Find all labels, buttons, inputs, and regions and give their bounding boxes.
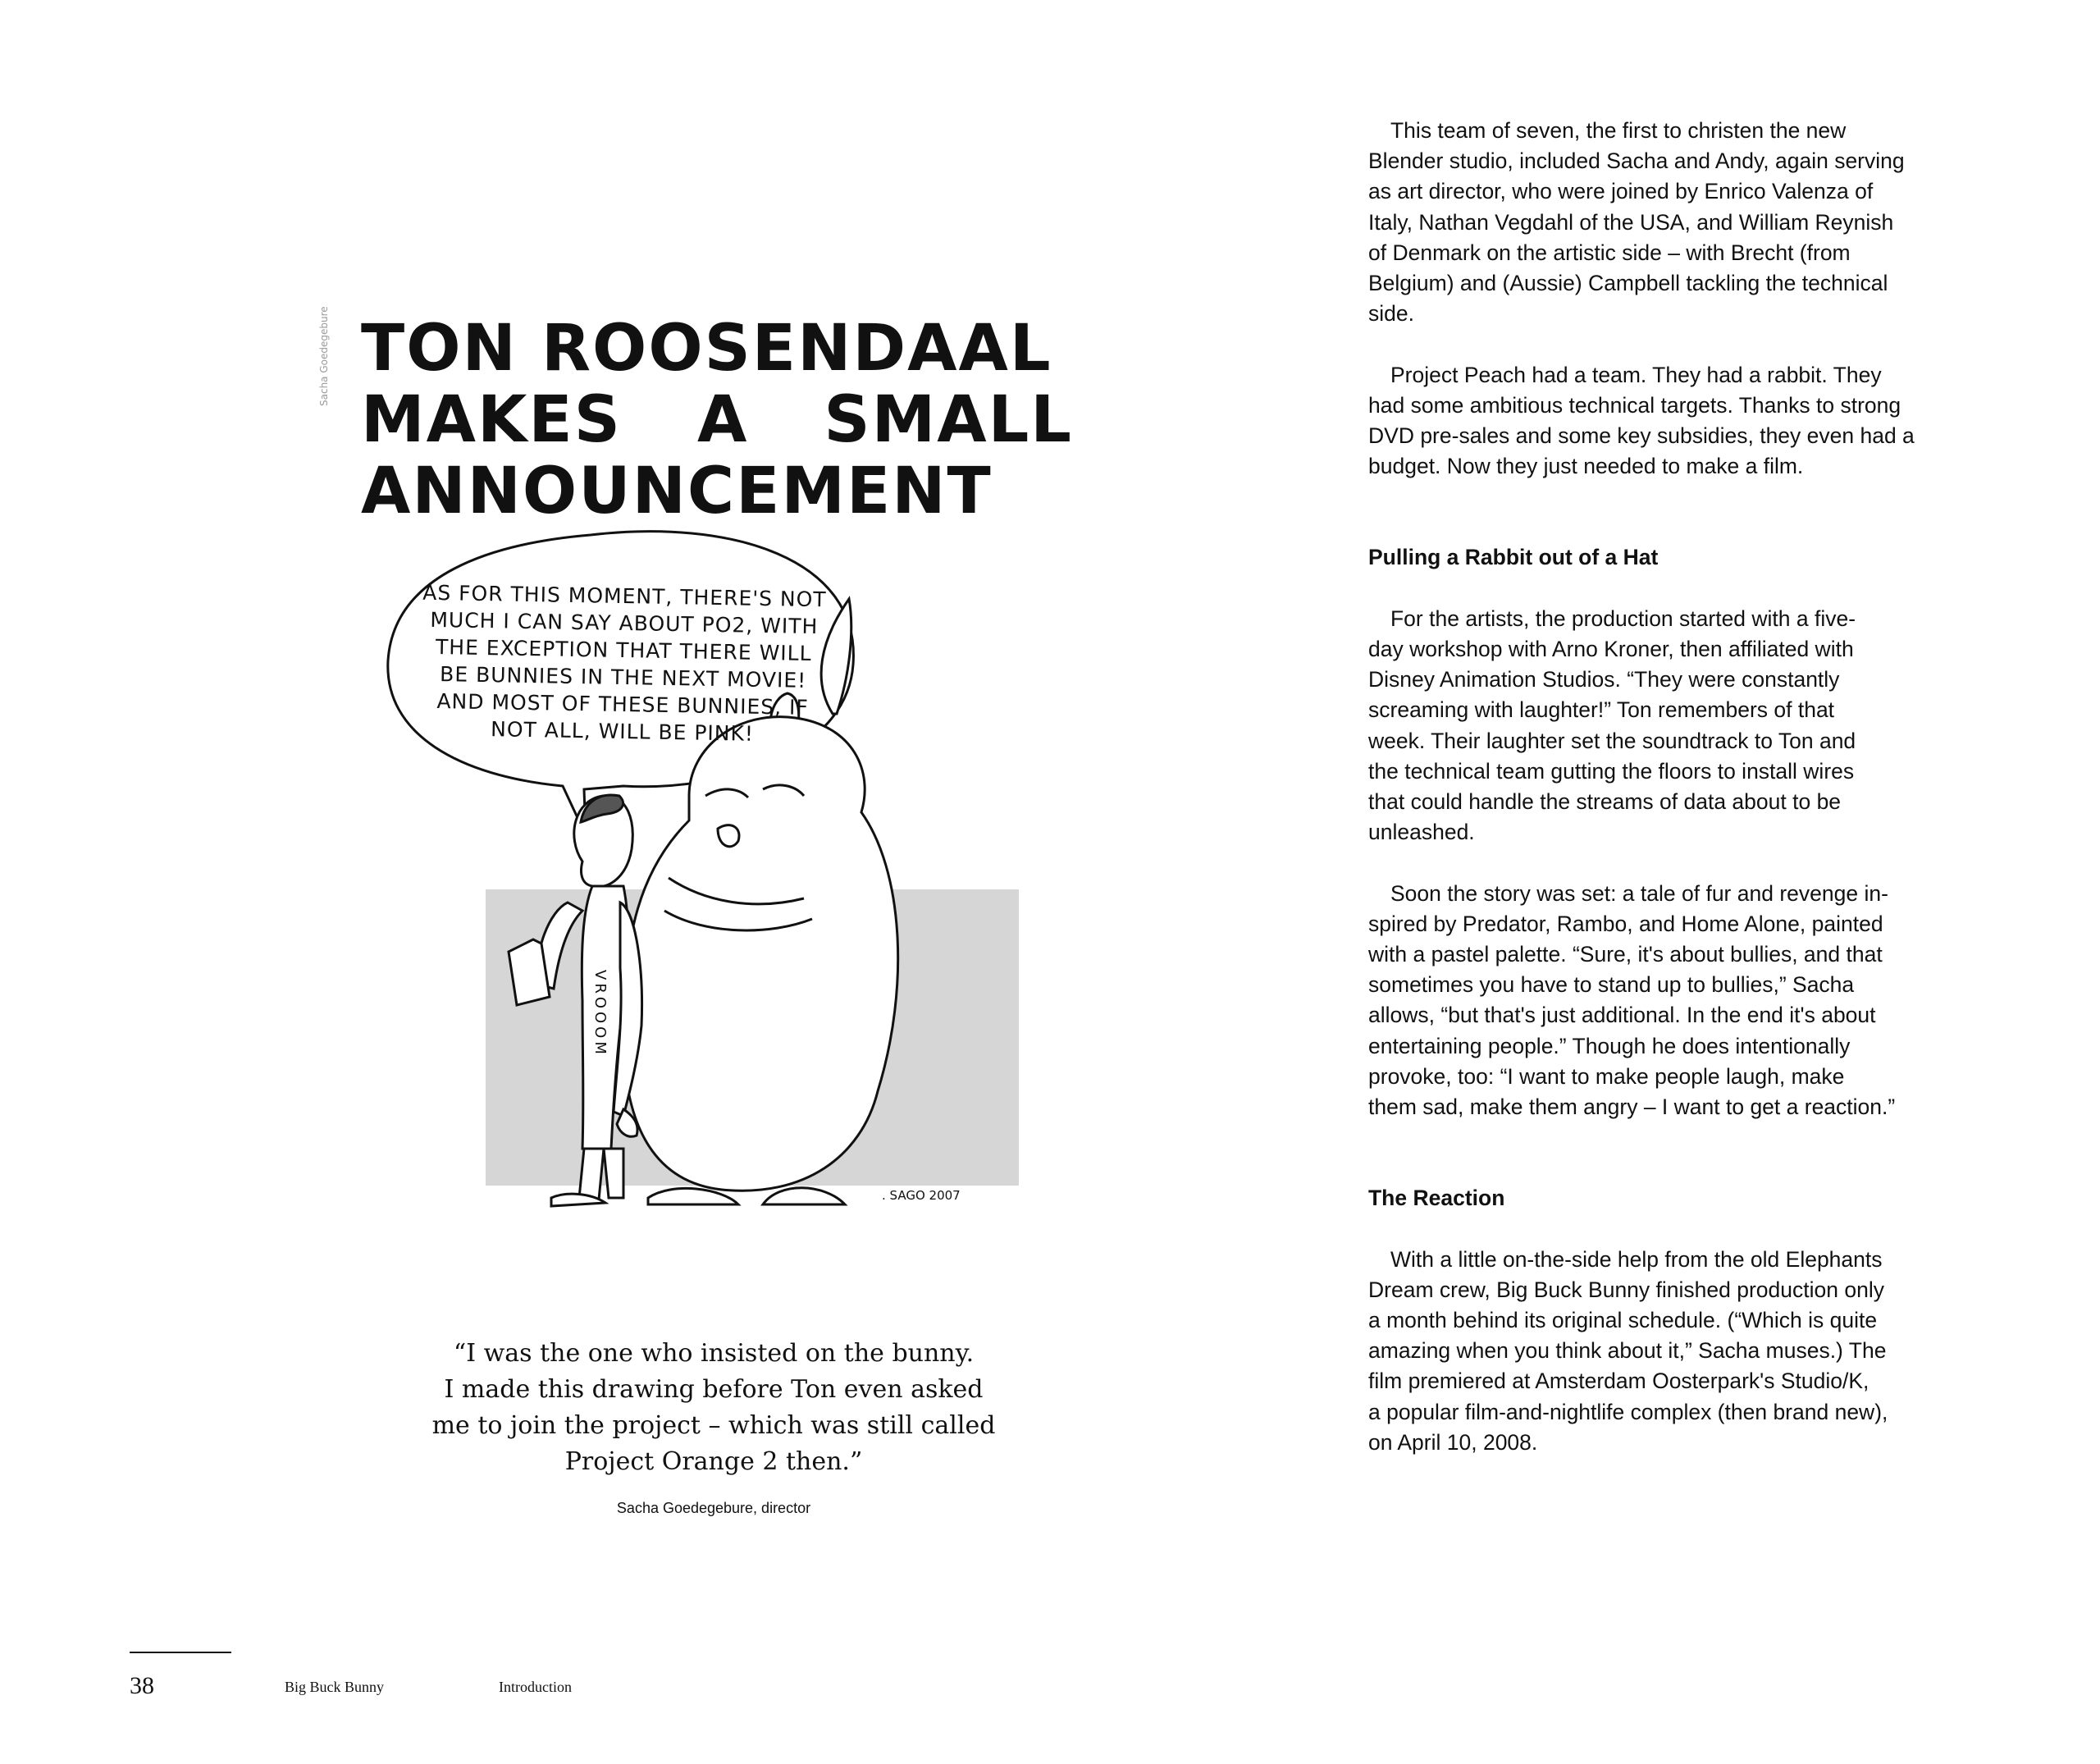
speech-line: MUCH I CAN SAY ABOUT PO2, WITH xyxy=(430,607,819,639)
paragraph-2 xyxy=(1368,360,1942,482)
text-line: amazing when you think about it,” Sacha muses.) The xyxy=(1368,1338,1887,1364)
text-line: side. xyxy=(1368,301,1414,327)
headline-word: A xyxy=(696,383,749,457)
speech-line: NOT ALL, WILL BE PINK! xyxy=(490,717,755,746)
text-line: sometimes you have to stand up to bullies,” Sacha xyxy=(1368,972,1855,998)
text-line: film premiered at Amsterdam Oosterpark's Studio/K, xyxy=(1368,1369,1869,1394)
speech-line: THE EXCEPTION THAT THERE WILL xyxy=(435,635,812,666)
text-line: provoke, too: “I want to make people laugh, make xyxy=(1368,1063,1845,1089)
text-line: had some ambitious technical targets. Thanks to strong xyxy=(1368,392,1901,418)
quote-line: me to join the project – which was still called xyxy=(431,1411,996,1440)
text-line: day workshop with Arno Kroner, then affiliated with xyxy=(1368,637,1854,662)
text-line: Italy, Nathan Vegdahl of the USA, and William Reynish xyxy=(1368,209,1894,235)
text-line: With a little on-the-side help from the old Elephants xyxy=(1390,1246,1883,1272)
quote-line: I made this drawing before Ton even asked xyxy=(444,1375,984,1404)
headline-line-1: TON ROOSENDAAL xyxy=(361,312,1052,386)
paragraph-3 xyxy=(1368,604,1942,848)
text-line: Belgium) and (Aussie) Campbell tackling the technical xyxy=(1368,271,1888,296)
text-line: of Denmark on the artistic side – with Brecht (from xyxy=(1368,240,1851,265)
text-line: Soon the story was set: a tale of fur and revenge in- xyxy=(1390,880,1888,906)
text-line: Project Peach had a team. They had a rabbit. They xyxy=(1390,362,1882,387)
section-heading-pulling-a-rabbit: Pulling a Rabbit out of a Hat xyxy=(1368,545,1659,570)
paragraph-5 xyxy=(1368,1245,1942,1458)
headline-word: MAKES xyxy=(361,383,622,457)
article-column xyxy=(1368,116,1942,1458)
text-line: Blender studio, included Sacha and Andy, again serving xyxy=(1368,149,1905,174)
artist-signature: . SAGO 2007 xyxy=(882,1188,961,1203)
headline-line-2 xyxy=(361,385,1073,456)
text-line: DVD pre-sales and some key subsidies, they even had a xyxy=(1368,423,1915,449)
text-line: spired by Predator, Rambo, and Home Alone, painted xyxy=(1368,911,1883,936)
quote-line: “I was the one who insisted on the bunny. xyxy=(453,1339,975,1368)
text-line: on April 10, 2008. xyxy=(1368,1429,1538,1455)
paragraph-4 xyxy=(1368,879,1942,1123)
page-number: 38 xyxy=(130,1672,154,1699)
text-line: entertaining people.” Though he does intentionally xyxy=(1368,1033,1851,1058)
text-line: Disney Animation Studios. “They were constantly xyxy=(1368,667,1840,692)
headline-word: SMALL xyxy=(824,383,1073,457)
paragraph-1 xyxy=(1368,116,1942,329)
quote-line: Project Orange 2 then.” xyxy=(564,1447,863,1476)
sleeve-text: VROOOM xyxy=(591,970,609,1058)
text-line: For the artists, the production started with a five- xyxy=(1390,606,1856,631)
text-line: as art director, who were joined by Enrico Valenza of xyxy=(1368,179,1874,204)
text-line: week. Their laughter set the soundtrack to Ton and xyxy=(1368,728,1856,753)
pull-quote xyxy=(410,1336,1017,1480)
text-line: that could handle the streams of data about to be xyxy=(1368,789,1842,815)
text-line: screaming with laughter!” Ton remembers of that xyxy=(1368,697,1835,723)
text-line: a popular film-and-nightlife complex (then brand new), xyxy=(1368,1399,1888,1424)
text-line: them sad, make them angry – I want to get a reaction.” xyxy=(1368,1095,1896,1120)
text-line: with a pastel palette. “Sure, it's about bullies, and that xyxy=(1368,942,1883,967)
headline-line-3: ANNOUNCEMENT xyxy=(361,455,993,528)
footer-book-title: Big Buck Bunny xyxy=(285,1679,385,1695)
text-line: the technical team gutting the floors to install wires xyxy=(1368,758,1855,784)
speech-line: BE BUNNIES IN THE NEXT MOVIE! xyxy=(439,662,807,692)
footer-chapter: Introduction xyxy=(499,1679,572,1695)
quote-attribution: Sacha Goedegebure, director xyxy=(616,1500,811,1516)
photo-credit: Sacha Goedegebure xyxy=(318,306,330,406)
speech-line: AS FOR THIS MOMENT, THERE'S NOT xyxy=(422,580,827,612)
text-line: budget. Now they just needed to make a film. xyxy=(1368,454,1804,479)
text-line: allows, “but that's just additional. In the end it's about xyxy=(1368,1003,1876,1028)
text-line: Dream crew, Big Buck Bunny finished production only xyxy=(1368,1277,1884,1302)
footer-rule xyxy=(130,1652,231,1653)
text-line: unleashed. xyxy=(1368,820,1475,845)
speech-line: AND MOST OF THESE BUNNIES, IF xyxy=(436,689,810,720)
headline xyxy=(361,313,1083,528)
text-line: This team of seven, the first to christen the new xyxy=(1390,118,1847,143)
section-heading-the-reaction: The Reaction xyxy=(1368,1186,1505,1211)
text-line: a month behind its original schedule. (“Which is quite xyxy=(1368,1308,1878,1333)
speech-bubble-text xyxy=(400,578,846,748)
